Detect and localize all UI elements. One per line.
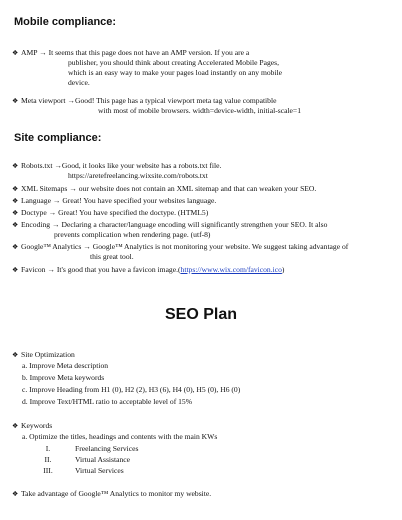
diamond-bullet-icon: ❖ — [12, 209, 19, 217]
amp-lead: AMP → It seems that this page does not have an AMP version. If you are a — [21, 48, 250, 57]
diamond-bullet-icon: ❖ — [12, 221, 19, 229]
favicon-line — [12, 265, 394, 275]
amp-line-4: device. — [68, 78, 90, 87]
viewport-lead: Meta viewport →Good! This page has a typical viewport meta tag value compatible — [21, 96, 277, 105]
sitemaps-item — [12, 184, 394, 194]
optimization-item-d: d. Improve Text/HTML ratio to acceptable level of 15% — [22, 397, 193, 406]
keywords-sub: a. Optimize the titles, headings and contents with the main KWs — [22, 432, 218, 441]
analytics-line-2: this great tool. — [90, 252, 134, 261]
favicon-link[interactable]: https://www.wix.com/favicon.ico — [180, 265, 282, 274]
site-optimization-title: Site Optimization — [21, 350, 75, 359]
analytics-item — [12, 242, 394, 262]
encoding-line-2: prevents complication when rendering page. (utf-8) — [54, 230, 211, 239]
site-compliance-heading: Site compliance: — [14, 132, 102, 144]
mobile-compliance-heading: Mobile compliance: — [14, 16, 117, 28]
favicon-tail: ) — [281, 265, 285, 274]
seo-plan-title: SEO Plan — [164, 306, 238, 323]
optimization-item-b: b. Improve Meta keywords — [22, 373, 105, 382]
favicon-item — [12, 265, 394, 275]
advantage-text: Take advantage of Google™ Analytics to monitor my website. — [21, 489, 212, 498]
advantage-item — [12, 489, 394, 499]
optimization-item-c: c. Improve Heading from H1 (0), H2 (2), H3 (6), H4 (0), H5 (0), H6 (0) — [22, 385, 241, 394]
doctype-text: Doctype → Great! You have specified the doctype. (HTML5) — [21, 208, 209, 217]
diamond-bullet-icon: ❖ — [12, 185, 19, 193]
viewport-item — [12, 96, 394, 116]
amp-line-3: which is an easy way to make your pages load instantly on any mobile — [68, 68, 283, 77]
site-optimization-item — [12, 350, 394, 360]
diamond-bullet-icon: ❖ — [12, 243, 19, 251]
robots-lead: Robots.txt →Good, it looks like your website has a robots.txt file. — [21, 161, 222, 170]
keyword-text-1: Freelancing Services — [75, 444, 139, 453]
viewport-line-2: with most of mobile browsers. width=device-width, initial-scale=1 — [98, 106, 302, 115]
favicon-lead: Favicon → It's good that you have a favicon image.( — [21, 265, 181, 274]
keyword-num-3: III. — [43, 466, 53, 475]
encoding-item — [12, 220, 394, 240]
diamond-bullet-icon: ❖ — [12, 351, 19, 359]
keyword-text-2: Virtual Assistance — [75, 455, 131, 464]
keyword-num-1: I. — [45, 444, 51, 453]
analytics-lead: Google™ Analytics → Google™ Analytics is not monitoring your website. We suggest taking advantage of — [21, 242, 349, 251]
keywords-title: Keywords — [21, 421, 53, 430]
diamond-bullet-icon: ❖ — [12, 97, 19, 105]
keywords-item — [12, 421, 394, 431]
keyword-num-2: II. — [44, 455, 52, 464]
amp-item — [12, 48, 394, 88]
robots-item — [12, 161, 394, 181]
encoding-lead: Encoding → Declaring a character/language encoding will significantly strengthen your SEO. It also — [21, 220, 328, 229]
diamond-bullet-icon: ❖ — [12, 197, 19, 205]
diamond-bullet-icon: ❖ — [12, 422, 19, 430]
diamond-bullet-icon: ❖ — [12, 49, 19, 57]
diamond-bullet-icon: ❖ — [12, 266, 19, 274]
diamond-bullet-icon: ❖ — [12, 162, 19, 170]
robots-url: https://aretefreelancing.wixsite.com/robots.txt — [68, 171, 208, 180]
language-item — [12, 196, 394, 206]
amp-line-2: publisher, you should think about creating Accelerated Mobile Pages, — [68, 58, 280, 67]
language-text: Language → Great! You have specified your websites language. — [21, 196, 217, 205]
diamond-bullet-icon: ❖ — [12, 490, 19, 498]
optimization-item-a: a. Improve Meta description — [22, 361, 109, 370]
keyword-text-3: Virtual Services — [75, 466, 124, 475]
doctype-item — [12, 208, 394, 218]
sitemaps-text: XML Sitemaps → our website does not contain an XML sitemap and that can weaken your SEO. — [21, 184, 317, 193]
